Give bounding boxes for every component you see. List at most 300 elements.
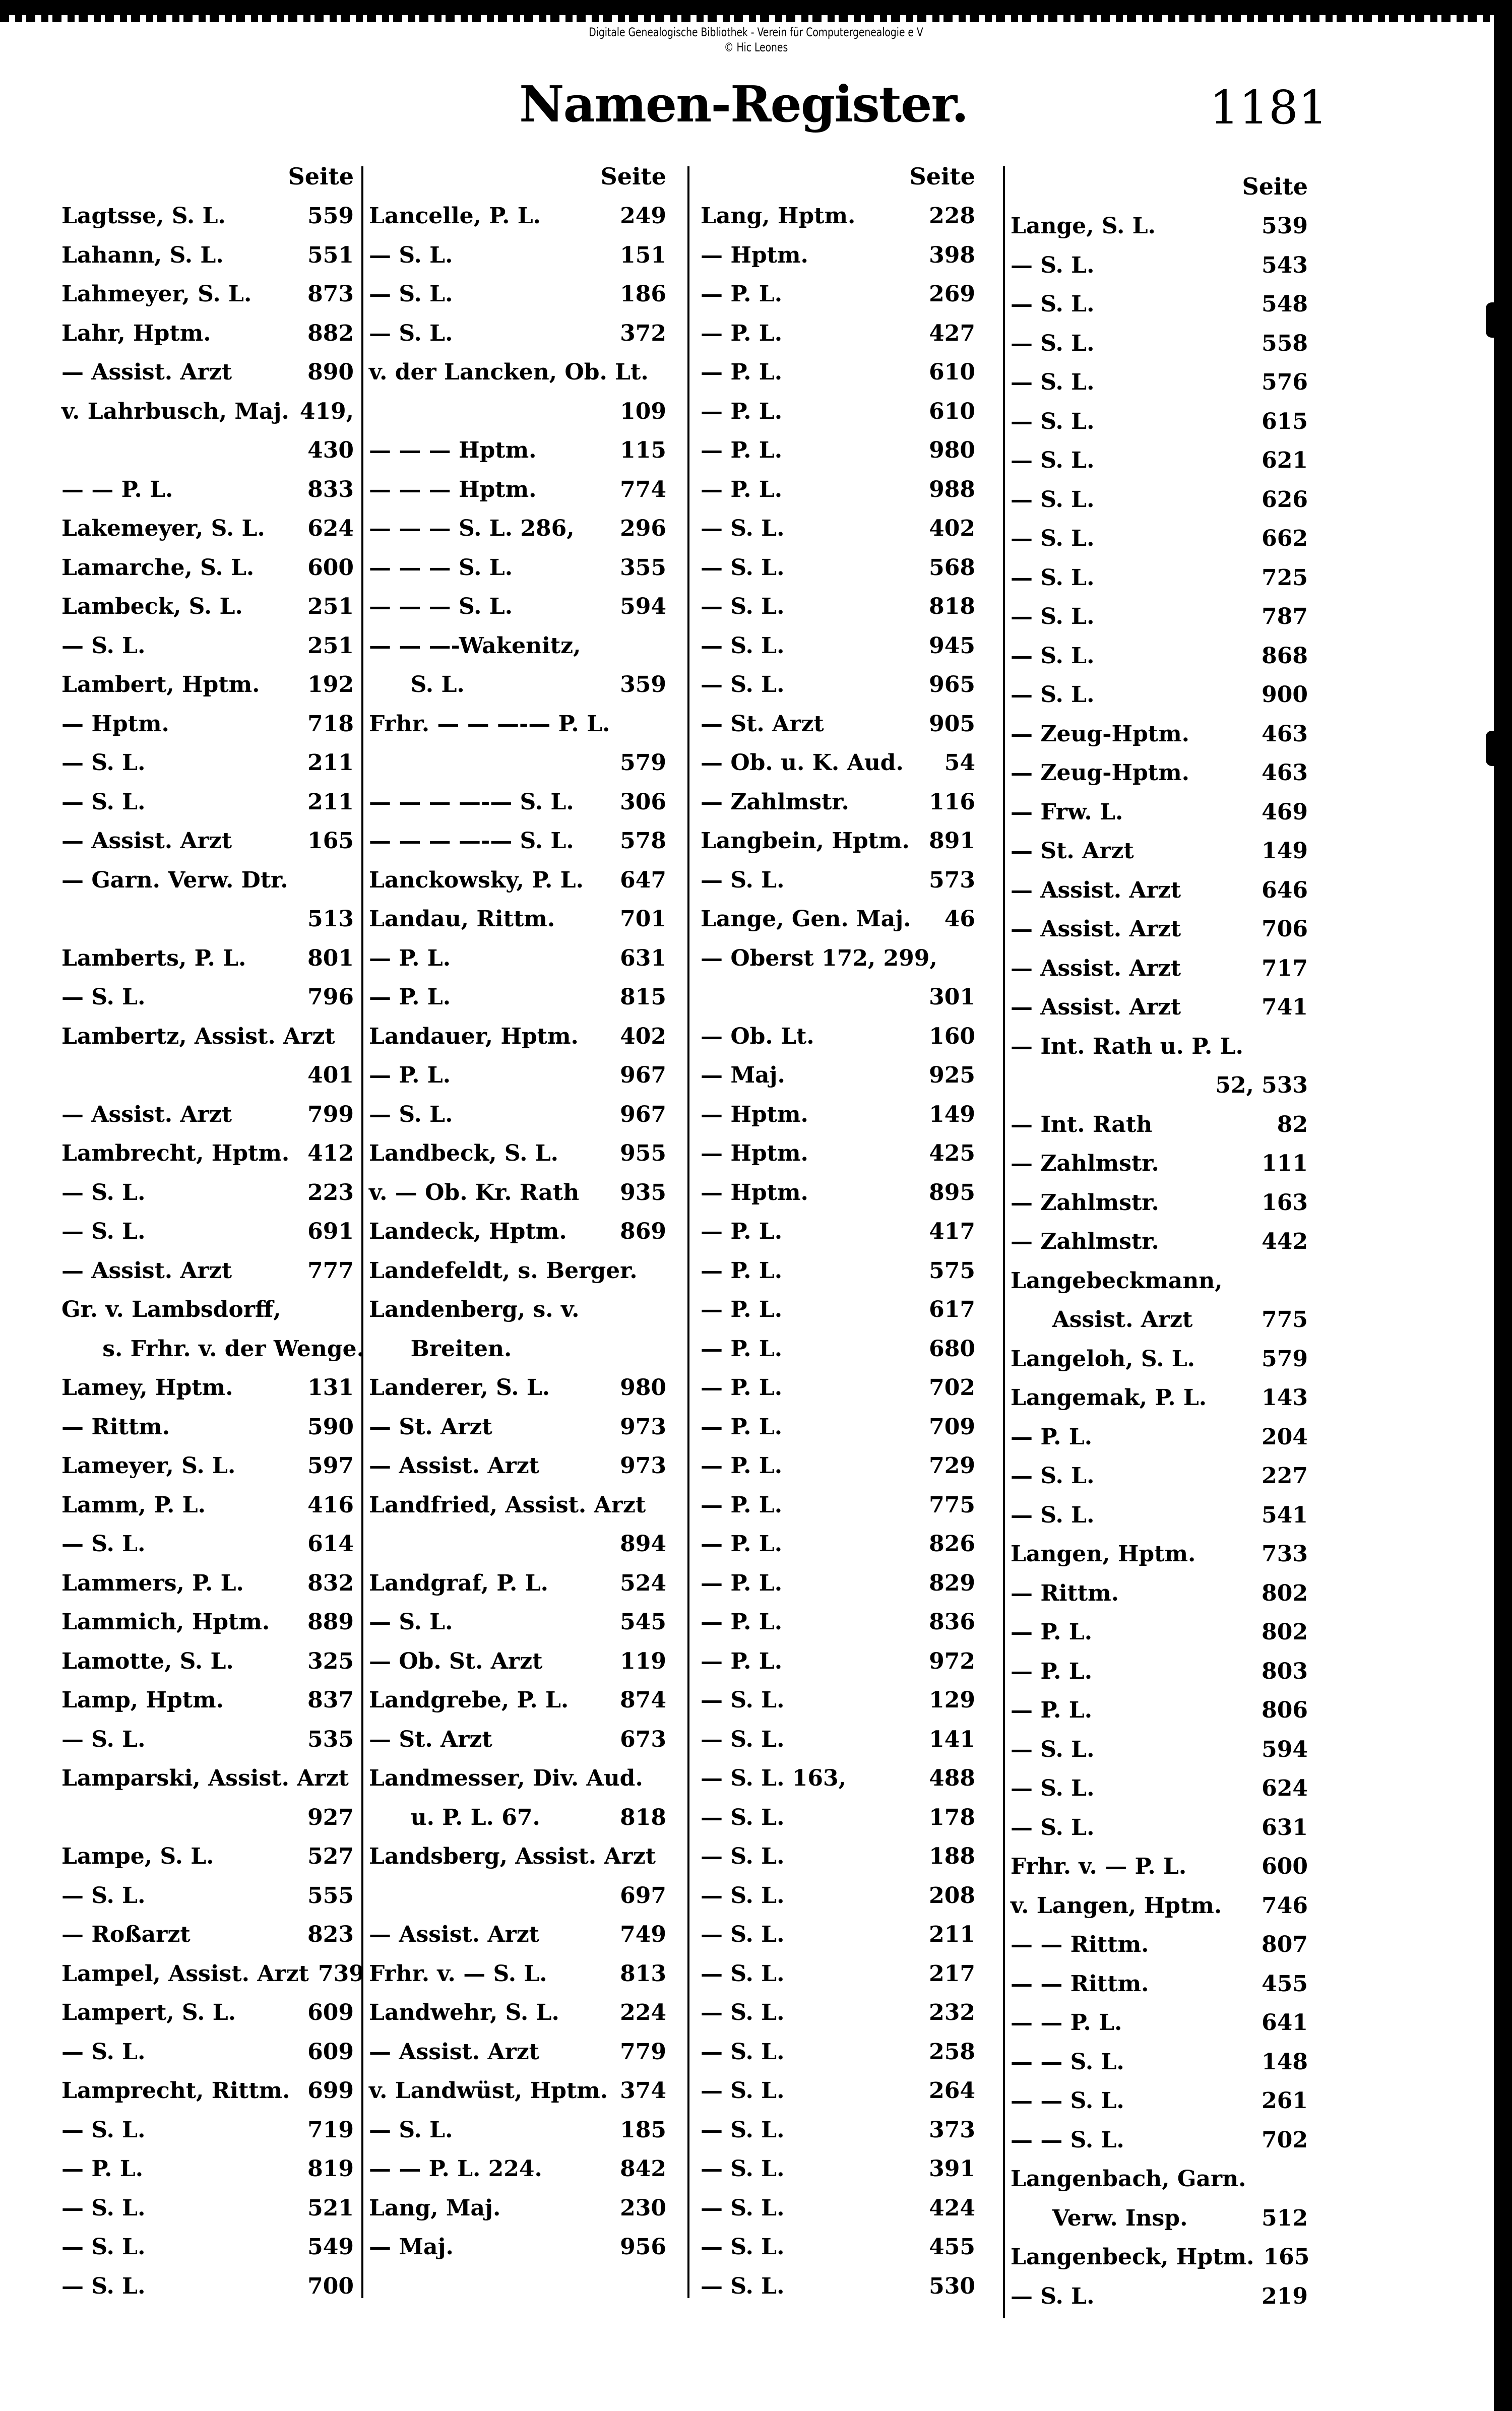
entry-name: Langen, Hptm. [1011,1541,1196,1567]
entry-name: — — — S. L. [369,594,513,619]
entry-name: — Ob. u. K. Aud. [701,750,904,776]
entry-name: Landerer, S. L. [369,1375,550,1401]
entry-page: 325 [307,1648,354,1674]
entry-name: Lameyer, S. L. [61,1453,236,1479]
index-entry [369,1720,666,1759]
index-entry [369,314,666,353]
index-column-1 [61,156,364,2306]
entry-name: — S. L. [1011,2283,1095,2309]
index-entry [1011,1730,1308,1769]
entry-name: — P. L. [369,945,451,971]
index-entry [369,1525,666,1564]
entry-name: — Rittm. [61,1414,170,1440]
entry-name: — Oberst 172, 299, [701,945,937,971]
column-heading-seite: Seite [1242,173,1308,200]
entry-page: 527 [307,1844,354,1869]
entry-page: 521 [307,2195,354,2221]
entry-name: — S. L. [61,1882,146,1909]
index-entry [1011,2277,1308,2316]
entry-name: — Assist. Arzt [61,1101,232,1127]
index-entry [61,1642,354,1681]
entry-name: — Assist. Arzt [369,1453,540,1479]
entry-page: 609 [307,2039,354,2065]
index-entry [369,1446,666,1486]
index-entry [369,431,666,470]
entry-name: — S. L. [701,1922,785,1947]
index-entry [1011,1183,1308,1223]
entry-name: Lambrecht, Hptm. [61,1140,290,1166]
index-entry [369,1290,666,1329]
entry-name: — S. L. [701,2195,785,2221]
entry-name: Landwehr, S. L. [369,2000,559,2025]
index-entry [701,1290,975,1329]
entry-page: 801 [307,945,354,971]
entry-name: Landgraf, P. L. [369,1570,548,1596]
entry-name: — S. L. [1011,408,1095,434]
entry-name: — Assist. Arzt [1011,994,1181,1020]
entry-name: — — — Hptm. [369,476,537,502]
index-entry [1011,1769,1308,1808]
index-entry [369,2189,666,2228]
index-entry [701,353,975,392]
entry-name: — S. L. [1011,564,1095,591]
entry-page: 818 [620,1804,666,1830]
entry-name: — S. L. [701,2078,785,2104]
index-entry [1011,2160,1308,2199]
index-entry [701,2071,975,2111]
entry-page: 842 [620,2156,666,2182]
entry-page: 741 [1262,994,1308,1020]
entry-page: 709 [929,1414,975,1440]
entry-page: 935 [620,1179,666,1206]
entry-page: 610 [929,398,975,424]
index-entry [61,470,354,510]
entry-page: 600 [307,554,354,581]
index-entry [701,1212,975,1251]
entry-name: Lammich, Hptm. [61,1609,270,1635]
index-entry [1011,1847,1308,1886]
entry-name: — Zahlmstr. [1011,1151,1159,1176]
entry-name: Lancelle, P. L. [369,203,541,229]
entry-name: — S. L. [61,632,146,659]
index-entry [61,2149,354,2189]
entry-name: — P. L. [1011,1619,1093,1645]
entry-page: 702 [929,1375,975,1401]
index-entry [61,197,354,236]
entry-name: — S. L. [701,2273,785,2299]
entry-name: Verw. Insp. [1052,2205,1188,2231]
entry-name: — P. L. [701,281,783,307]
index-entry [61,392,354,431]
entry-page: 815 [620,984,666,1010]
index-entry [369,1954,666,1994]
entry-name: — P. L. [701,1297,783,1322]
index-entry [1011,988,1308,1027]
index-entry [61,1525,354,1564]
entry-name: — Hptm. [701,1179,808,1206]
entry-name: — S. L. [701,516,785,541]
entry-name: — P. L. [369,1062,451,1088]
entry-page: 306 [620,789,666,815]
index-entry [1011,597,1308,637]
column-divider [687,166,689,2298]
entry-name: — S. L. [701,632,785,659]
entry-name: Landau, Rittm. [369,906,555,932]
index-entry [1011,753,1308,793]
entry-name: Lange, Gen. Maj. [701,906,911,932]
index-entry [369,1681,666,1720]
entry-name: — Assist. Arzt [61,1257,232,1284]
index-entry [369,470,666,510]
index-entry [369,783,666,822]
entry-name: Langebeckmann, [1011,1267,1223,1294]
entry-name: Gr. v. Lambsdorff, [61,1297,281,1322]
index-entry [1011,1808,1308,1848]
entry-name: Landauer, Hptm. [369,1023,579,1049]
index-entry [701,431,975,470]
index-entry [701,314,975,353]
entry-name: u. P. L. 67. [410,1804,540,1830]
column-divider [1003,166,1005,2318]
entry-page: 251 [307,594,354,619]
entry-page: 559 [307,203,354,229]
entry-name: — S. L. [61,2273,146,2299]
index-entry [701,665,975,705]
entry-page: 787 [1262,604,1308,629]
index-entry [369,236,666,275]
entry-name: — S. L. [369,320,453,346]
index-entry [701,783,975,822]
entry-page: 891 [929,828,975,854]
entry-page: 894 [620,1531,666,1557]
entry-page: 973 [620,1453,666,1479]
entry-name: — — S. L. [1011,2049,1124,2075]
index-entry [61,1017,354,1056]
entry-page: 359 [620,672,666,697]
entry-page: 874 [620,1687,666,1713]
entry-name: Lamp, Hptm. [61,1687,224,1713]
index-entry [1011,519,1308,558]
index-entry [701,1954,975,1994]
entry-page: 614 [307,1531,354,1557]
index-entry [61,2111,354,2150]
index-entry [701,1603,975,1642]
entry-name: — S. L. [701,867,785,893]
entry-page: 541 [1262,1502,1308,1528]
entry-page: 186 [620,281,666,307]
entry-name: Lamberts, P. L. [61,945,246,971]
entry-page: 615 [1262,408,1308,434]
entry-page: 837 [307,1687,354,1713]
entry-name: — S. L. [701,1882,785,1909]
entry-name: — Rittm. [1011,1580,1119,1606]
entry-name: — — — S. L. 286, [369,516,575,541]
entry-page: 513 [307,906,354,932]
entry-page: 725 [1262,564,1308,591]
index-entry [61,548,354,588]
entry-name: — Assist. Arzt [61,828,232,854]
index-entry [61,1798,354,1837]
entry-name: — S. L. [701,2000,785,2025]
entry-page: 662 [1262,526,1308,551]
index-entry [369,1642,666,1681]
index-entry [701,2149,975,2189]
entry-page: 646 [1262,877,1308,903]
index-entry [61,783,354,822]
index-entry [701,470,975,510]
scan-border-right [1494,0,1512,2411]
entry-name: — Zahlmstr. [1011,1229,1159,1254]
entry-page: 419, [299,398,354,424]
entry-page: 597 [307,1453,354,1479]
entry-name: — Assist. Arzt [61,359,232,385]
entry-page: 680 [929,1336,975,1362]
entry-page: 967 [620,1062,666,1088]
entry-page: 425 [929,1140,975,1166]
index-entry [701,2228,975,2267]
index-entry [61,1212,354,1251]
index-entry [61,1993,354,2033]
entry-name: — Int. Rath u. P. L. [1011,1033,1243,1059]
entry-page: 819 [307,2156,354,2182]
entry-name: Langenbeck, Hptm. [1011,2244,1254,2270]
entry-name: — — S. L. [1011,2088,1124,2114]
index-entry [701,939,975,978]
entry-name: — P. L. [701,1570,783,1596]
entry-page: 980 [929,437,975,463]
entry-page: 823 [307,1922,354,1947]
entry-page: 900 [1262,682,1308,708]
index-entry [701,743,975,783]
index-entry [61,2071,354,2111]
entry-page: 775 [929,1492,975,1518]
entry-page: 575 [929,1257,975,1284]
index-entry [701,1251,975,1291]
entry-page: 131 [307,1375,354,1401]
index-entry [1011,1222,1308,1261]
entry-name: Langbein, Hptm. [701,828,910,854]
entry-page: 617 [929,1297,975,1322]
index-entry [369,548,666,588]
entry-name: Lamey, Hptm. [61,1375,233,1401]
index-entry [369,861,666,900]
entry-name: v. Lahrbusch, Maj. [61,398,289,424]
entry-name: — Hptm. [701,242,808,268]
index-entry [369,275,666,314]
entry-page: 594 [620,594,666,619]
entry-name: — S. L. [701,2039,785,2065]
entry-name: — St. Arzt [1011,838,1134,864]
index-entry [61,1408,354,1447]
entry-name: Landbeck, S. L. [369,1140,558,1166]
entry-name: Langenbach, Garn. [1011,2166,1246,2192]
index-entry [1011,480,1308,520]
entry-name: — S. L. [1011,1814,1095,1841]
entry-name: Lahann, S. L. [61,242,224,268]
entry-name: — Zeug-Hptm. [1011,721,1189,747]
entry-name: — Int. Rath [1011,1111,1153,1137]
entry-name: Lamprecht, Rittm. [61,2078,290,2104]
index-entry [1011,1418,1308,1457]
entry-page: 391 [929,2156,975,2182]
entry-page: 967 [620,1101,666,1127]
index-entry [369,392,666,431]
entry-name: — P. L. [701,1492,783,1518]
index-entry [1011,2199,1308,2238]
entry-name: Lakemeyer, S. L. [61,516,265,541]
index-entry [701,2033,975,2072]
index-entry [701,1798,975,1837]
index-entry [61,587,354,626]
entry-page: 211 [307,750,354,776]
index-entry [369,1915,666,1954]
index-entry [701,1720,975,1759]
entry-page: 746 [1262,1892,1308,1919]
entry-page: 227 [1262,1463,1308,1489]
index-entry [61,1134,354,1173]
index-entry [61,978,354,1017]
entry-page: 890 [307,359,354,385]
index-entry [61,821,354,861]
entry-page: 972 [929,1648,975,1674]
entry-page: 610 [929,359,975,385]
entry-page: 374 [620,2078,666,2104]
entry-page: 631 [620,945,666,971]
index-entry [701,1056,975,1095]
index-entry [701,1368,975,1408]
entry-page: 163 [1262,1189,1308,1216]
entry-name: — — Rittm. [1011,1971,1149,1997]
entry-name: — S. L. [701,2117,785,2143]
index-column-3 [701,156,975,2306]
entry-page: 463 [1262,760,1308,786]
entry-page: 264 [929,2078,975,2104]
entry-page: 965 [929,672,975,697]
index-entry [1011,832,1308,871]
entry-name: — P. L. [701,1609,783,1635]
index-entry [369,1408,666,1447]
entry-page: 609 [307,2000,354,2025]
index-entry [1011,1456,1308,1496]
entry-page: 373 [929,2117,975,2143]
index-entry [61,939,354,978]
index-entry [1011,1535,1308,1574]
entry-name: — Assist. Arzt [1011,877,1181,903]
entry-name: — S. L. [701,554,785,581]
index-entry [369,821,666,861]
entry-page: 355 [620,554,666,581]
entry-name: Lang, Hptm. [701,203,856,229]
index-entry [369,587,666,626]
entry-page: 427 [929,320,975,346]
index-entry [701,1525,975,1564]
entry-name: Lanckowsky, P. L. [369,867,584,893]
index-entry [61,1446,354,1486]
entry-name: Assist. Arzt [1052,1307,1193,1333]
entry-name: Lambert, Hptm. [61,672,260,697]
index-entry [701,1837,975,1876]
entry-page: 818 [929,594,975,619]
entry-page: 807 [1262,1932,1308,1957]
entry-page: 806 [1262,1697,1308,1723]
entry-page: 869 [620,1219,666,1244]
entry-page: 424 [929,2195,975,2221]
index-entry [61,1837,354,1876]
entry-page: 261 [1262,2088,1308,2114]
entry-name: — S. L. [61,2117,146,2143]
entry-name: — St. Arzt [369,1726,492,1752]
entry-name: — S. L. [1011,486,1095,513]
entry-name: Lahr, Hptm. [61,320,211,346]
entry-name: s. Frhr. v. der Wenge. [102,1336,364,1362]
index-entry [1011,2003,1308,2043]
entry-page: 208 [929,1882,975,1909]
entry-name: — P. L. [701,437,783,463]
index-entry [701,1876,975,1916]
index-entry [1011,1105,1308,1145]
entry-name: — S. L. [1011,604,1095,629]
index-entry [1011,1496,1308,1535]
entry-name: — — S. L. [1011,2127,1124,2153]
index-entry [701,2111,975,2150]
entry-name: — S. L. [61,984,146,1010]
index-entry [1011,2081,1308,2121]
entry-name: — S. L. [1011,291,1095,317]
index-entry [369,1329,666,1369]
index-entry [701,236,975,275]
entry-page: 160 [929,1023,975,1049]
entry-name: — S. L. [61,789,146,815]
index-entry [1011,285,1308,324]
entry-page: 258 [929,2039,975,2065]
entry-name: — — —-Wakenitz, [369,632,581,659]
entry-name: — Hptm. [61,711,169,737]
entry-name: Lange, S. L. [1011,213,1156,239]
index-entry [61,900,354,939]
index-column-2 [369,156,666,2267]
index-entry [61,861,354,900]
entry-page: 545 [620,1609,666,1635]
entry-page: 539 [1262,213,1308,239]
entry-name: — S. L. [369,2117,453,2143]
entry-name: Landgrebe, P. L. [369,1687,569,1713]
index-entry [701,1134,975,1173]
index-entry [369,665,666,705]
entry-name: — Assist. Arzt [369,1922,540,1947]
index-entry [369,353,666,392]
entry-page: 624 [307,516,354,541]
entry-page: 873 [307,281,354,307]
index-entry [369,1798,666,1837]
entry-name: — Ob. St. Arzt [369,1648,543,1674]
index-entry [1011,1378,1308,1418]
index-entry [701,1915,975,1954]
entry-name: Frhr. — — —-— P. L. [369,711,610,737]
index-entry [369,197,666,236]
entry-page: 803 [1262,1658,1308,1684]
entry-page: 558 [1262,330,1308,356]
entry-page: 178 [929,1804,975,1830]
index-entry [61,431,354,470]
index-entry [369,1017,666,1056]
entry-page: 749 [620,1922,666,1947]
index-entry [1011,871,1308,910]
entry-page: 799 [307,1101,354,1127]
scan-notch [1486,302,1497,338]
entry-name: — S. L. [701,1726,785,1752]
entry-page: 701 [620,906,666,932]
entry-name: — Ob. Lt. [701,1023,814,1049]
